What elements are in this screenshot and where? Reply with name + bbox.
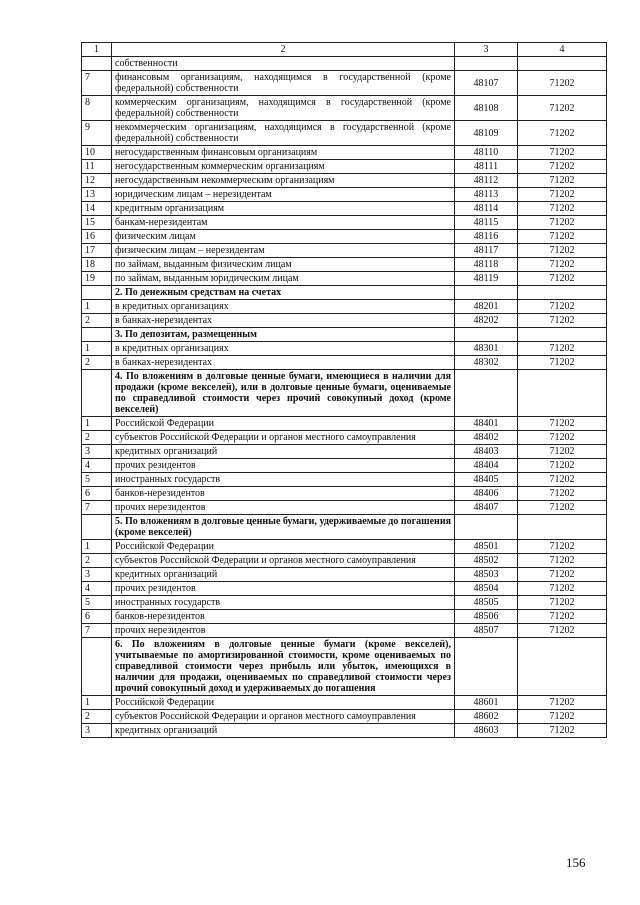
row-number: 1 xyxy=(82,342,112,356)
row-number: 1 xyxy=(82,300,112,314)
table-row xyxy=(82,356,607,370)
symbol-code: 71202 xyxy=(518,501,607,515)
row-number: 7 xyxy=(82,71,112,96)
accounts-table xyxy=(81,42,607,738)
table-row xyxy=(82,473,607,487)
row-number: 9 xyxy=(82,121,112,146)
row-number xyxy=(82,370,112,417)
row-description: кредитных организаций xyxy=(112,445,455,459)
account-code: 48503 xyxy=(455,568,518,582)
symbol-code: 71202 xyxy=(518,216,607,230)
account-code xyxy=(455,638,518,696)
symbol-code: 71202 xyxy=(518,582,607,596)
symbol-code: 71202 xyxy=(518,356,607,370)
row-number: 11 xyxy=(82,160,112,174)
table-row xyxy=(82,610,607,624)
table-row xyxy=(82,417,607,431)
row-number: 16 xyxy=(82,230,112,244)
symbol-code: 71202 xyxy=(518,431,607,445)
row-description: собственности xyxy=(112,57,455,71)
row-description: прочих резидентов xyxy=(112,459,455,473)
table-row xyxy=(82,188,607,202)
account-code xyxy=(455,370,518,417)
row-number: 13 xyxy=(82,188,112,202)
row-description: иностранных государств xyxy=(112,473,455,487)
symbol-code: 71202 xyxy=(518,568,607,582)
row-description: Российской Федерации xyxy=(112,417,455,431)
accounts-table-body xyxy=(82,43,607,738)
row-number: 4 xyxy=(82,459,112,473)
row-number: 8 xyxy=(82,96,112,121)
account-code: 48202 xyxy=(455,314,518,328)
row-description: по займам, выданным юридическим лицам xyxy=(112,272,455,286)
row-description: негосударственным финансовым организациям xyxy=(112,146,455,160)
row-number xyxy=(82,57,112,71)
account-code xyxy=(455,515,518,540)
table-row xyxy=(82,431,607,445)
table-row xyxy=(82,96,607,121)
row-number: 2 xyxy=(82,314,112,328)
row-number: 2 xyxy=(82,356,112,370)
row-number: 14 xyxy=(82,202,112,216)
table-row xyxy=(82,596,607,610)
symbol-code: 71202 xyxy=(518,710,607,724)
symbol-code: 71202 xyxy=(518,473,607,487)
symbol-code xyxy=(518,328,607,342)
table-row xyxy=(82,501,607,515)
symbol-code: 71202 xyxy=(518,724,607,738)
symbol-code: 71202 xyxy=(518,244,607,258)
symbol-code: 71202 xyxy=(518,487,607,501)
section-heading-row xyxy=(82,328,607,342)
symbol-code: 71202 xyxy=(518,300,607,314)
row-number: 2 xyxy=(82,431,112,445)
table-row xyxy=(82,487,607,501)
symbol-code: 71202 xyxy=(518,96,607,121)
row-description: кредитных организаций xyxy=(112,724,455,738)
section-heading-row xyxy=(82,638,607,696)
symbol-code: 71202 xyxy=(518,258,607,272)
table-row xyxy=(82,272,607,286)
account-code: 48505 xyxy=(455,596,518,610)
row-description: прочих нерезидентов xyxy=(112,501,455,515)
symbol-code: 71202 xyxy=(518,610,607,624)
account-code: 48401 xyxy=(455,417,518,431)
row-description: по займам, выданным физическим лицам xyxy=(112,258,455,272)
account-code: 48602 xyxy=(455,710,518,724)
account-code: 48403 xyxy=(455,445,518,459)
row-description: физическим лицам xyxy=(112,230,455,244)
table-row xyxy=(82,540,607,554)
row-number: 6 xyxy=(82,610,112,624)
row-description: физическим лицам – нерезидентам xyxy=(112,244,455,258)
account-code: 48402 xyxy=(455,431,518,445)
symbol-code: 71202 xyxy=(518,71,607,96)
table-row xyxy=(82,146,607,160)
row-number: 1 xyxy=(82,696,112,710)
account-code xyxy=(455,328,518,342)
row-description: некоммерческим организациям, находящимся в государственной (кроме федеральной) собственности xyxy=(112,121,455,146)
symbol-code: 71202 xyxy=(518,160,607,174)
table-row xyxy=(82,300,607,314)
column-header-3: 3 xyxy=(455,43,518,57)
row-description: прочих резидентов xyxy=(112,582,455,596)
row-number xyxy=(82,286,112,300)
symbol-code: 71202 xyxy=(518,417,607,431)
row-description: субъектов Российской Федерации и органов местного самоуправления xyxy=(112,554,455,568)
table-row xyxy=(82,244,607,258)
column-header-1: 1 xyxy=(82,43,112,57)
symbol-code: 71202 xyxy=(518,696,607,710)
account-code xyxy=(455,286,518,300)
row-description: негосударственным некоммерческим организациям xyxy=(112,174,455,188)
account-code: 48118 xyxy=(455,258,518,272)
row-description: 2. По денежным средствам на счетах xyxy=(112,286,455,300)
column-header-2: 2 xyxy=(112,43,455,57)
account-code: 48116 xyxy=(455,230,518,244)
account-code: 48502 xyxy=(455,554,518,568)
account-code: 48302 xyxy=(455,356,518,370)
row-description: 4. По вложениям в долговые ценные бумаги, имеющиеся в наличии для продажи (кроме векселей), или в долговые ценные бумаги, оцениваемые по справедливой стоимости через прочий совокупный доход (кроме векселей) xyxy=(112,370,455,417)
account-code: 48504 xyxy=(455,582,518,596)
symbol-code: 71202 xyxy=(518,459,607,473)
section-heading-row xyxy=(82,515,607,540)
column-header-4: 4 xyxy=(518,43,607,57)
account-code: 48117 xyxy=(455,244,518,258)
row-description: кредитных организаций xyxy=(112,568,455,582)
account-code xyxy=(455,57,518,71)
table-row xyxy=(82,554,607,568)
account-code: 48407 xyxy=(455,501,518,515)
table-row xyxy=(82,71,607,96)
row-number: 18 xyxy=(82,258,112,272)
section-heading-row xyxy=(82,370,607,417)
row-description: в кредитных организациях xyxy=(112,342,455,356)
row-number: 4 xyxy=(82,582,112,596)
table-row xyxy=(82,174,607,188)
account-code: 48406 xyxy=(455,487,518,501)
row-number: 3 xyxy=(82,568,112,582)
row-description: в банках-нерезидентах xyxy=(112,314,455,328)
row-number: 12 xyxy=(82,174,112,188)
table-row xyxy=(82,624,607,638)
row-number: 15 xyxy=(82,216,112,230)
row-number: 19 xyxy=(82,272,112,286)
table-row xyxy=(82,445,607,459)
symbol-code: 71202 xyxy=(518,174,607,188)
symbol-code: 71202 xyxy=(518,202,607,216)
row-description: банков-нерезидентов xyxy=(112,487,455,501)
page-number: 156 xyxy=(566,855,586,870)
row-description: субъектов Российской Федерации и органов местного самоуправления xyxy=(112,431,455,445)
account-code: 48115 xyxy=(455,216,518,230)
symbol-code: 71202 xyxy=(518,445,607,459)
account-code: 48107 xyxy=(455,71,518,96)
symbol-code xyxy=(518,515,607,540)
table-row xyxy=(82,724,607,738)
table-row xyxy=(82,710,607,724)
row-number: 1 xyxy=(82,417,112,431)
table-row xyxy=(82,582,607,596)
row-description: прочих нерезидентов xyxy=(112,624,455,638)
account-code: 48108 xyxy=(455,96,518,121)
row-number: 7 xyxy=(82,624,112,638)
table-row xyxy=(82,568,607,582)
table-row xyxy=(82,202,607,216)
account-code: 48114 xyxy=(455,202,518,216)
account-code: 48507 xyxy=(455,624,518,638)
row-number: 1 xyxy=(82,540,112,554)
symbol-code: 71202 xyxy=(518,121,607,146)
row-number xyxy=(82,638,112,696)
row-number: 3 xyxy=(82,724,112,738)
row-description: банков-нерезидентов xyxy=(112,610,455,624)
symbol-code: 71202 xyxy=(518,146,607,160)
row-number: 10 xyxy=(82,146,112,160)
row-description: 3. По депозитам, размещенным xyxy=(112,328,455,342)
account-code: 48404 xyxy=(455,459,518,473)
row-number: 5 xyxy=(82,473,112,487)
account-code: 48109 xyxy=(455,121,518,146)
table-row xyxy=(82,342,607,356)
table-row xyxy=(82,459,607,473)
row-description: 6. По вложениям в долговые ценные бумаги (кроме векселей), учитываемые по амортизированной стоимости, кроме оцениваемых по справедливой стоимости через прибыль или убыток, имеющихся в наличии для продажи, оцениваемых по справедливой стоимости через прочий совокупный доход и удерживаемых до погашения xyxy=(112,638,455,696)
row-description: коммерческим организациям, находящимся в государственной (кроме федеральной) собственности xyxy=(112,96,455,121)
row-description: иностранных государств xyxy=(112,596,455,610)
row-description: финансовым организациям, находящимся в государственной (кроме федеральной) собственности xyxy=(112,71,455,96)
row-number: 6 xyxy=(82,487,112,501)
symbol-code: 71202 xyxy=(518,540,607,554)
row-description: Российской Федерации xyxy=(112,696,455,710)
row-description: негосударственным коммерческим организациям xyxy=(112,160,455,174)
row-number: 5 xyxy=(82,596,112,610)
table-row xyxy=(82,258,607,272)
row-number: 2 xyxy=(82,554,112,568)
symbol-code xyxy=(518,286,607,300)
table-row xyxy=(82,160,607,174)
table-row xyxy=(82,216,607,230)
row-description: в кредитных организациях xyxy=(112,300,455,314)
row-number: 17 xyxy=(82,244,112,258)
symbol-code: 71202 xyxy=(518,230,607,244)
row-description: субъектов Российской Федерации и органов местного самоуправления xyxy=(112,710,455,724)
section-heading-row xyxy=(82,286,607,300)
account-code: 48111 xyxy=(455,160,518,174)
account-code: 48110 xyxy=(455,146,518,160)
row-number: 3 xyxy=(82,445,112,459)
row-description: юридическим лицам – нерезидентам xyxy=(112,188,455,202)
account-code: 48112 xyxy=(455,174,518,188)
account-code: 48501 xyxy=(455,540,518,554)
table-row xyxy=(82,230,607,244)
symbol-code: 71202 xyxy=(518,188,607,202)
symbol-code: 71202 xyxy=(518,272,607,286)
row-number xyxy=(82,515,112,540)
account-code: 48119 xyxy=(455,272,518,286)
account-code: 48113 xyxy=(455,188,518,202)
account-code: 48601 xyxy=(455,696,518,710)
account-code: 48506 xyxy=(455,610,518,624)
account-code: 48603 xyxy=(455,724,518,738)
symbol-code: 71202 xyxy=(518,596,607,610)
table-row xyxy=(82,121,607,146)
row-description: банкам-нерезидентам xyxy=(112,216,455,230)
account-code: 48201 xyxy=(455,300,518,314)
row-description: кредитным организациям xyxy=(112,202,455,216)
symbol-code: 71202 xyxy=(518,342,607,356)
symbol-code xyxy=(518,57,607,71)
row-description: 5. По вложениям в долговые ценные бумаги, удерживаемые до погашения (кроме векселей) xyxy=(112,515,455,540)
symbol-code: 71202 xyxy=(518,624,607,638)
account-code: 48301 xyxy=(455,342,518,356)
symbol-code xyxy=(518,638,607,696)
symbol-code: 71202 xyxy=(518,314,607,328)
row-number xyxy=(82,328,112,342)
row-description: Российской Федерации xyxy=(112,540,455,554)
table-row xyxy=(82,57,607,71)
table-row xyxy=(82,314,607,328)
row-number: 7 xyxy=(82,501,112,515)
column-header-row xyxy=(82,43,607,57)
symbol-code: 71202 xyxy=(518,554,607,568)
row-description: в банках-нерезидентах xyxy=(112,356,455,370)
table-row xyxy=(82,696,607,710)
account-code: 48405 xyxy=(455,473,518,487)
row-number: 2 xyxy=(82,710,112,724)
symbol-code xyxy=(518,370,607,417)
